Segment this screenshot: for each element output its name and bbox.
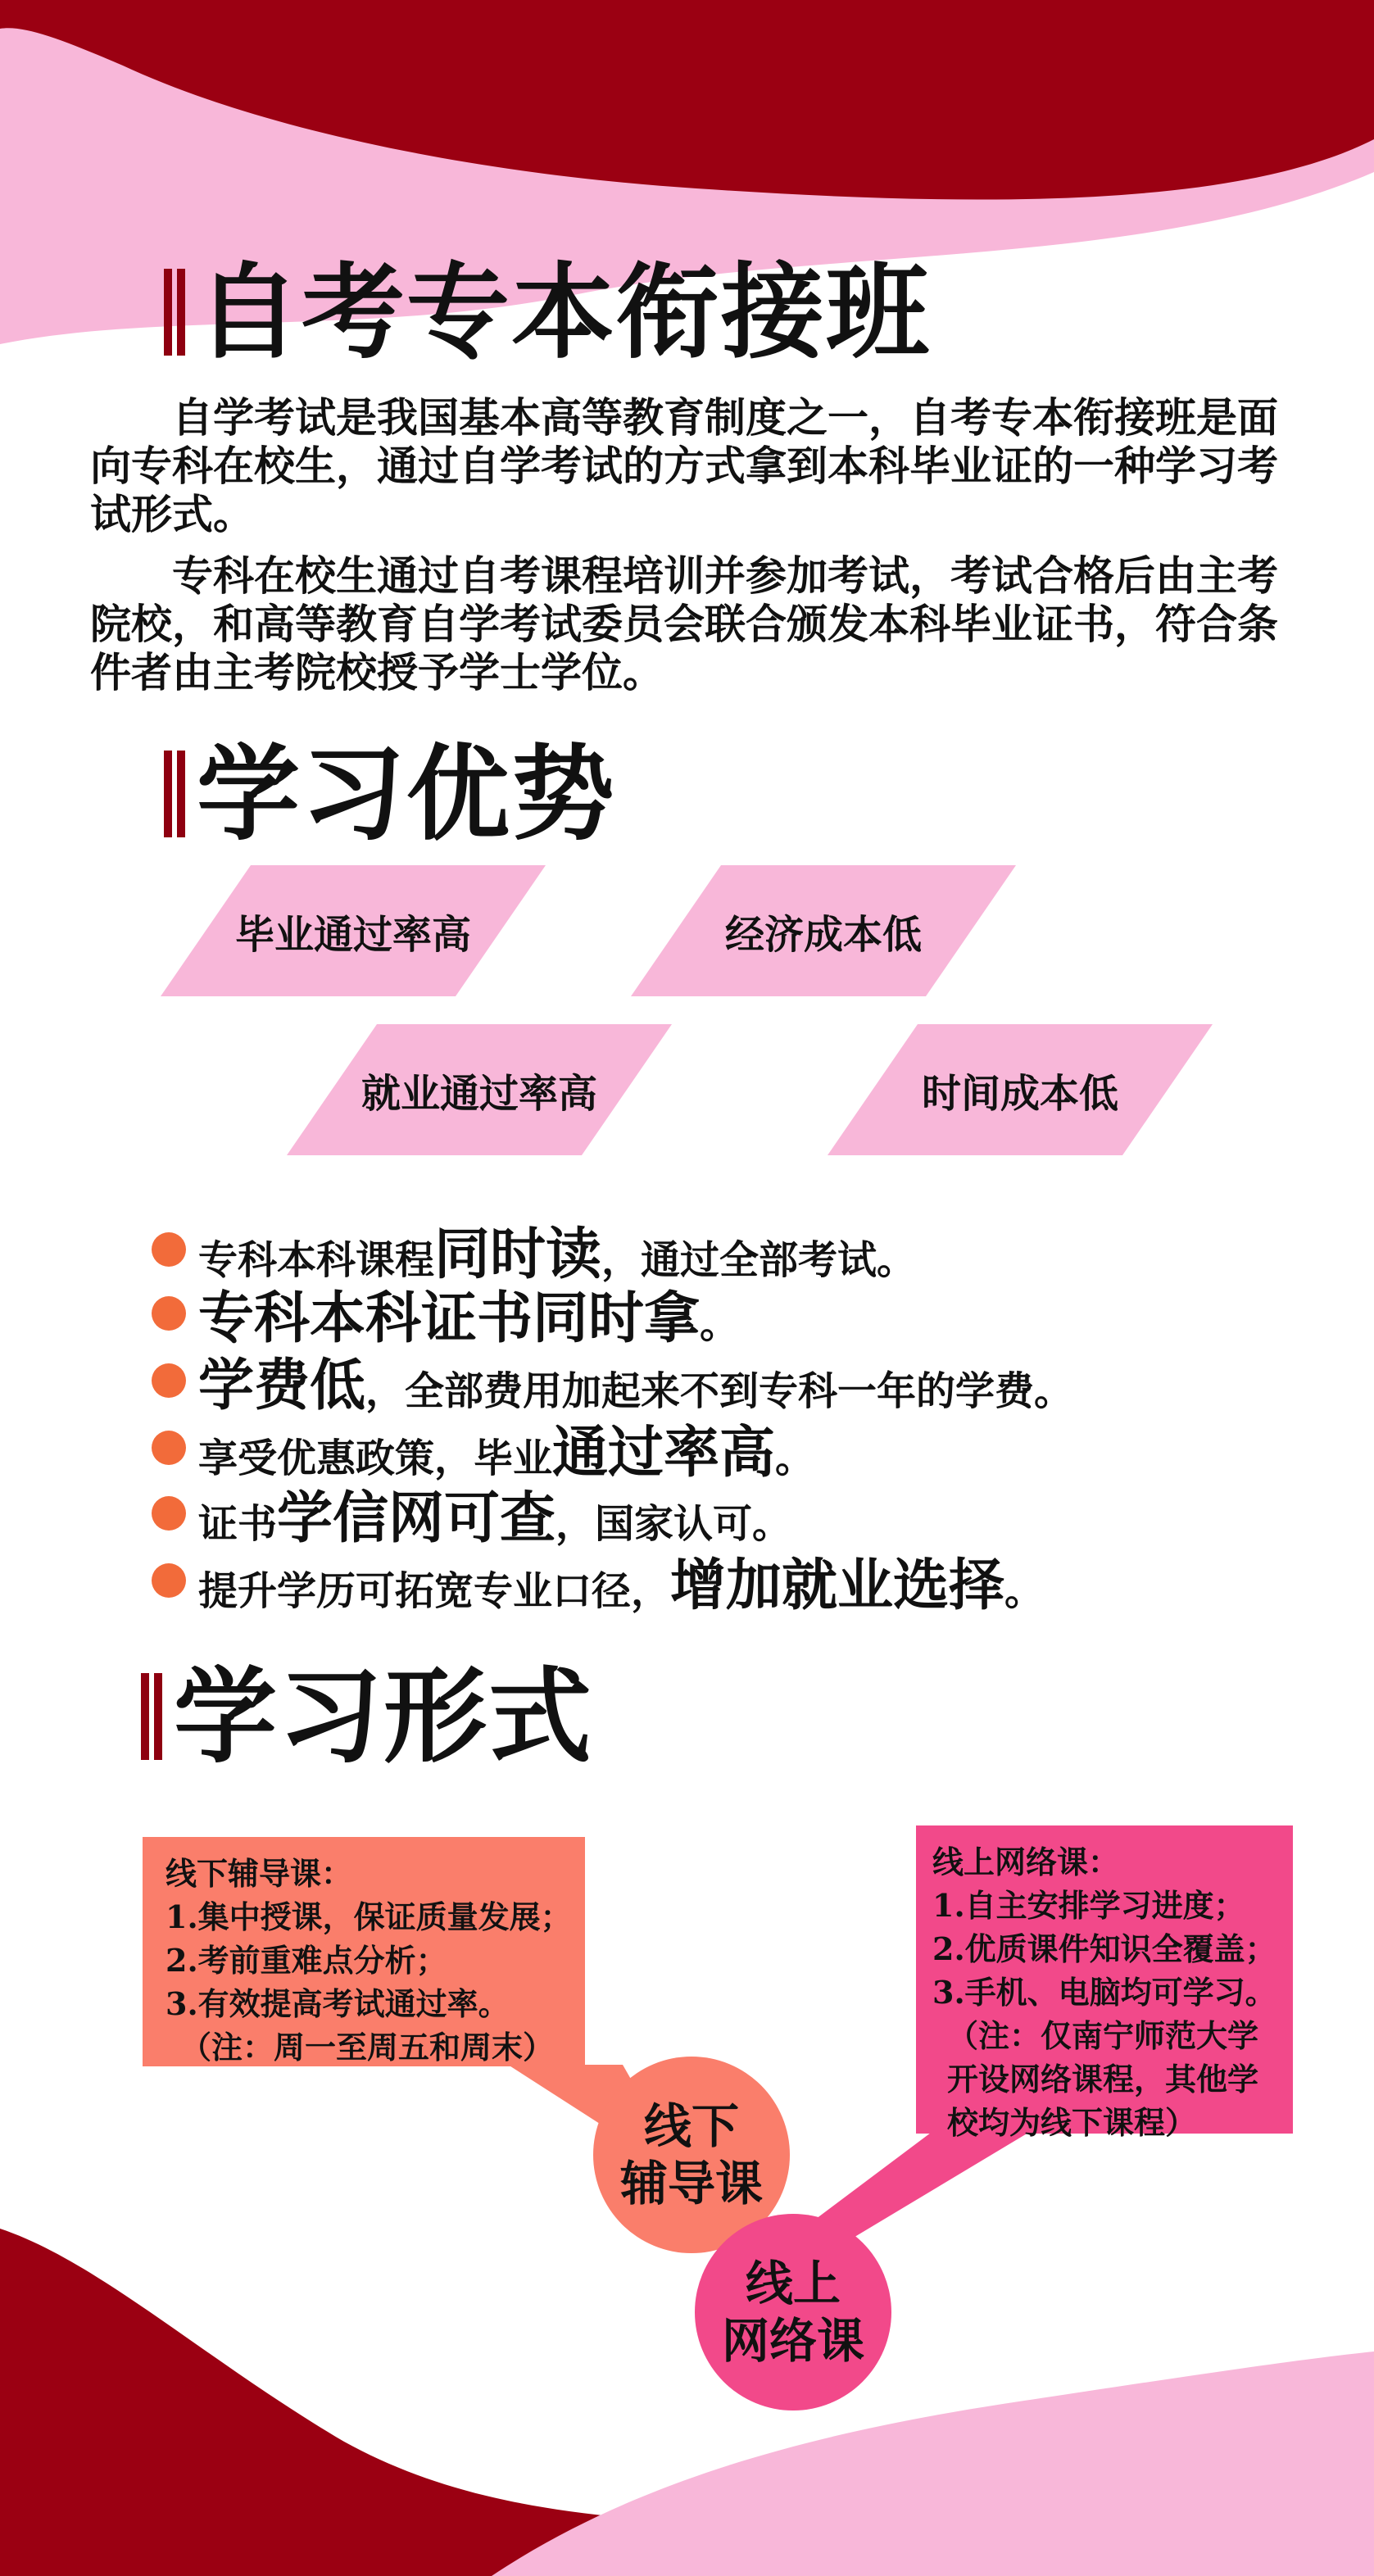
bullet-text: 专科本科课程同时读，通过全部考试。 [198,1221,917,1287]
box-line: 1.集中授课，保证质量发展； [166,1898,572,1935]
bullet-text: 享受优惠政策，毕业通过率高。 [198,1419,815,1485]
box-line: 1.自主安排学习进度； [932,1887,1245,1924]
bullet-text: 证书学信网可查，国家认可。 [198,1485,792,1551]
heading-title: 学习形式 [174,1656,593,1777]
circle-label: 线上 [745,2256,841,2311]
box-line: 2.考前重难点分析； [166,1942,447,1979]
advantage-tag: 时间成本低 [828,1024,1213,1155]
offline-course-box [143,1837,585,2066]
box-line: 3.有效提高考试通过率。 [166,1985,510,2022]
bullet-text: 提升学历可拓宽专业口径，增加就业选择。 [198,1552,1045,1618]
advantage-tag: 经济成本低 [631,865,1016,996]
box-line: （注：仅南宁师范大学 [947,2017,1259,2054]
box-line: 线上网络课： [932,1844,1120,1880]
bullet-text: 专科本科证书同时拿。 [198,1285,740,1351]
circle-label: 辅导课 [619,2156,763,2211]
box-line: 校均为线下课程） [947,2104,1197,2141]
intro-paragraph: 专科在校生通过自考课程培训并参加考试，考试合格后由主考院校，和高等教育自学考试委员会联合颁发本科毕业证书，符合条件者由主考院校授予学士学位。 [90,551,1278,696]
box-line: 线下辅导课： [166,1855,353,1892]
online-course-box [916,1825,1293,2141]
advantage-tag: 就业通过率高 [287,1024,672,1155]
box-line: （注：周一至周五和周末） [180,2029,555,2066]
box-line: 开设网络课程，其他学 [947,2061,1259,2098]
intro-paragraph: 自学考试是我国基本高等教育制度之一，自考专本衔接班是面向专科在校生，通过自学考试的方式拿到本科毕业证的一种学习考试形式。 [90,393,1278,538]
circle-label: 网络课 [721,2313,864,2369]
advantage-tag: 毕业通过率高 [161,865,546,996]
box-line: 2.优质课件知识全覆盖； [932,1930,1277,1967]
online-course-circle [695,2214,891,2410]
circle-label: 线下 [643,2098,739,2154]
heading-title: 自考专本衔接班 [197,252,931,373]
heading-title: 学习优势 [197,733,616,855]
box-line: 3.手机、电脑均可学习。 [932,1974,1277,2011]
bullet-text: 学费低，全部费用加起来不到专科一年的学费。 [198,1352,1074,1418]
